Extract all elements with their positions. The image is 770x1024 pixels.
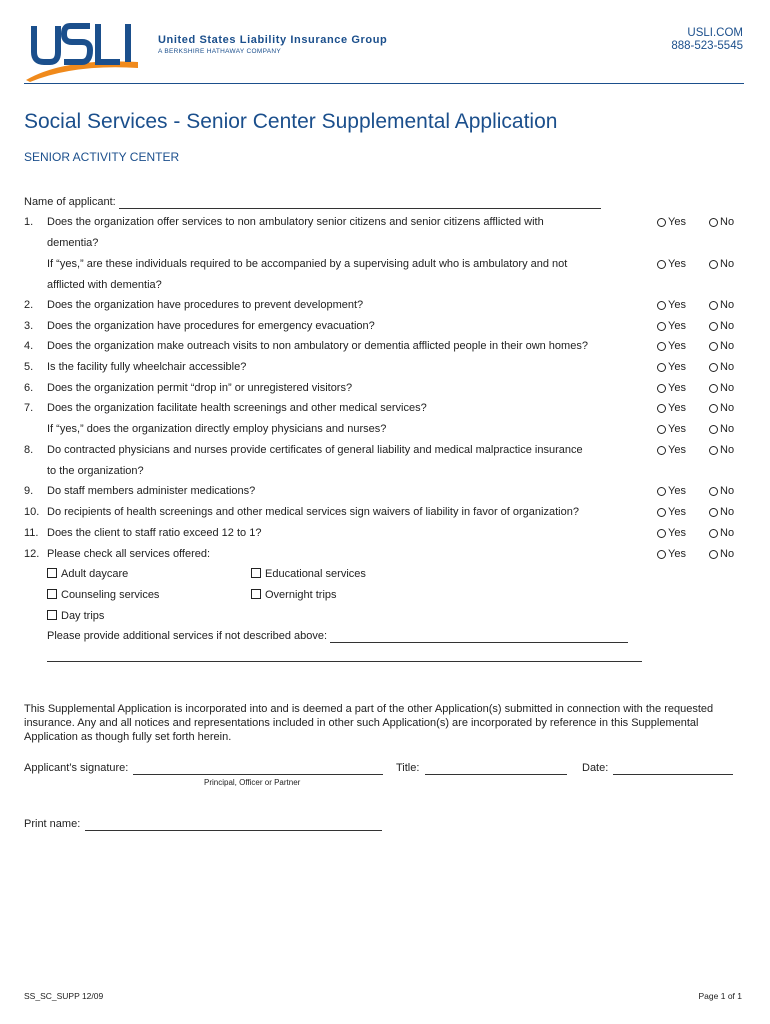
no-label: No: [720, 299, 735, 311]
no-label: No: [720, 506, 735, 518]
yes-label: Yes: [668, 402, 686, 414]
question-text: Do contracted physicians and nurses provide certificates of general liability and medical malpractice insurance: [47, 444, 583, 456]
no-label: No: [720, 382, 735, 394]
page-number: Page 1 of 1: [698, 991, 742, 1001]
title-field[interactable]: [425, 764, 567, 775]
additional-services-field[interactable]: [330, 632, 628, 643]
radio-button[interactable]: [709, 404, 718, 413]
no-label: No: [720, 548, 735, 560]
question-row: [0, 485, 770, 498]
radio-button[interactable]: [709, 384, 718, 393]
page-title: Social Services - Senior Center Supplemental Application: [24, 110, 558, 133]
section-heading: SENIOR ACTIVITY CENTER: [24, 150, 180, 164]
yes-radio-option[interactable]: [657, 216, 686, 229]
radio-button[interactable]: [709, 487, 718, 496]
checkbox[interactable]: [47, 610, 57, 620]
question-number: 8.: [24, 444, 34, 456]
yes-label: Yes: [668, 216, 686, 228]
yes-radio-option[interactable]: [657, 506, 686, 519]
yes-label: Yes: [668, 340, 686, 352]
no-radio-option[interactable]: [709, 382, 734, 395]
question-row: [0, 382, 770, 395]
yes-radio-option[interactable]: [657, 423, 686, 436]
yes-radio-option[interactable]: [657, 527, 686, 540]
checkbox[interactable]: [251, 589, 261, 599]
question-number: 4.: [24, 340, 34, 352]
no-radio-option[interactable]: [709, 320, 734, 333]
yes-radio-option[interactable]: [657, 299, 686, 312]
question-number: 11.: [24, 527, 39, 539]
radio-button[interactable]: [709, 301, 718, 310]
title-label: Title:: [396, 762, 420, 774]
radio-button[interactable]: [657, 508, 666, 517]
no-radio-option[interactable]: [709, 423, 734, 436]
radio-button[interactable]: [657, 487, 666, 496]
service-overnight[interactable]: Overnight trips: [251, 589, 337, 602]
additional-services-row: [47, 630, 628, 643]
company-tagline: A BERKSHIRE HATHAWAY COMPANY: [158, 48, 282, 55]
website-link[interactable]: USLI.COM: [687, 27, 743, 39]
question-row: [0, 444, 770, 457]
no-radio-option[interactable]: [709, 444, 734, 457]
signature-label: Applicant’s signature:: [24, 762, 129, 774]
header-divider: [24, 83, 744, 84]
question-number: 9.: [24, 485, 34, 497]
service-counseling[interactable]: Counseling services: [47, 589, 159, 602]
question-number: 6.: [24, 382, 34, 394]
radio-button[interactable]: [657, 425, 666, 434]
radio-button[interactable]: [657, 342, 666, 351]
yes-radio-option[interactable]: [657, 402, 686, 415]
question-row: [0, 423, 770, 436]
additional-services-label: Please provide additional services if not described above:: [47, 630, 328, 642]
print-name-row: [24, 818, 382, 831]
print-name-label: Print name:: [24, 818, 81, 830]
question-row: [0, 320, 770, 333]
radio-button[interactable]: [709, 218, 718, 227]
radio-button[interactable]: [657, 446, 666, 455]
signature-field[interactable]: [133, 764, 383, 775]
no-radio-option[interactable]: [709, 485, 734, 498]
form-code: SS_SC_SUPP 12/09: [24, 991, 104, 1001]
question-text: Is the facility fully wheelchair accessible?: [47, 361, 247, 373]
no-label: No: [720, 320, 735, 332]
no-label: No: [720, 527, 735, 539]
yes-radio-option[interactable]: [657, 485, 686, 498]
question-text-continued: to the organization?: [47, 465, 144, 477]
radio-button[interactable]: [657, 529, 666, 538]
question-text: Does the client to staff ratio exceed 12 to 1?: [47, 527, 262, 539]
no-radio-option[interactable]: [709, 216, 734, 229]
date-label: Date:: [582, 762, 609, 774]
date-field[interactable]: [613, 764, 733, 775]
no-radio-option[interactable]: [709, 340, 734, 353]
question-text: If “yes,” are these individuals required to be accompanied by a supervising adult who is ambulatory and not: [47, 258, 568, 270]
question-text: Does the organization offer services to non ambulatory senior citizens and senior citizens afflicted with: [47, 216, 544, 228]
no-label: No: [720, 216, 735, 228]
phone-number: 888-523-5545: [671, 40, 743, 52]
question-row: [0, 340, 770, 353]
no-label: No: [720, 340, 735, 352]
question-text-continued: dementia?: [47, 237, 99, 249]
question-row: [0, 548, 770, 561]
yes-radio-option[interactable]: [657, 361, 686, 374]
yes-radio-option[interactable]: [657, 382, 686, 395]
question-text: Does the organization have procedures to prevent development?: [47, 299, 364, 311]
no-radio-option[interactable]: [709, 527, 734, 540]
question-row: [0, 216, 770, 229]
yes-label: Yes: [668, 258, 686, 270]
disclaimer-text: This Supplemental Application is incorporated into and is deemed a part of the other Application(s) submitted in connection with the requested insurance. Any and all notices and representations included in other such Application(s) are incorporated by reference in this Supplemental Application as though fully set forth herein.: [24, 703, 714, 743]
question-number: 3.: [24, 320, 34, 332]
radio-button[interactable]: [709, 446, 718, 455]
radio-button[interactable]: [709, 529, 718, 538]
yes-radio-option[interactable]: [657, 444, 686, 457]
radio-button[interactable]: [709, 425, 718, 434]
radio-button[interactable]: [657, 550, 666, 559]
service-day-trips[interactable]: Day trips: [47, 610, 104, 623]
yes-label: Yes: [668, 423, 686, 435]
question-number: 1.: [24, 216, 34, 228]
question-number: 5.: [24, 361, 34, 373]
question-text: Do recipients of health screenings and other medical services sign waivers of liability in favor of organization?: [47, 506, 579, 518]
question-text-continued: afflicted with dementia?: [47, 279, 162, 291]
no-label: No: [720, 485, 735, 497]
question-row: [0, 527, 770, 540]
question-text: Does the organization permit “drop in” or unregistered visitors?: [47, 382, 353, 394]
yes-radio-option[interactable]: [657, 340, 686, 353]
radio-button[interactable]: [709, 322, 718, 331]
print-name-field[interactable]: [85, 820, 382, 831]
yes-label: Yes: [668, 548, 686, 560]
yes-label: Yes: [668, 320, 686, 332]
radio-button[interactable]: [657, 260, 666, 269]
question-text: If “yes,” does the organization directly employ physicians and nurses?: [47, 423, 387, 435]
question-number: 10.: [24, 506, 40, 518]
service-educational[interactable]: Educational services: [251, 568, 366, 581]
radio-button[interactable]: [657, 218, 666, 227]
yes-label: Yes: [668, 506, 686, 518]
no-radio-option[interactable]: [709, 548, 734, 561]
signature-sublabel: Principal, Officer or Partner: [204, 778, 301, 787]
no-label: No: [720, 423, 735, 435]
question-text: Does the organization have procedures for emergency evacuation?: [47, 320, 375, 332]
radio-button[interactable]: [709, 260, 718, 269]
question-row: [0, 402, 770, 415]
no-radio-option[interactable]: [709, 402, 734, 415]
contact-info: [671, 27, 743, 53]
yes-label: Yes: [668, 444, 686, 456]
radio-button[interactable]: [657, 301, 666, 310]
signature-row: [24, 762, 383, 775]
checkbox[interactable]: [47, 568, 57, 578]
question-number: 12.: [24, 548, 40, 560]
no-radio-option[interactable]: [709, 361, 734, 374]
no-label: No: [720, 444, 735, 456]
yes-label: Yes: [668, 485, 686, 497]
radio-button[interactable]: [657, 404, 666, 413]
question-row: [0, 506, 770, 519]
radio-button[interactable]: [709, 508, 718, 517]
yes-label: Yes: [668, 382, 686, 394]
usli-logo: [24, 18, 142, 84]
question-text: Do staff members administer medications?: [47, 485, 256, 497]
applicant-name-field[interactable]: [119, 198, 601, 209]
no-radio-option[interactable]: [709, 506, 734, 519]
checkbox[interactable]: [251, 568, 261, 578]
applicant-name-row: [24, 196, 601, 209]
radio-button[interactable]: [709, 550, 718, 559]
question-row: [0, 299, 770, 312]
date-row: [582, 762, 733, 775]
radio-button[interactable]: [657, 363, 666, 372]
yes-radio-option[interactable]: [657, 548, 686, 561]
radio-button[interactable]: [657, 322, 666, 331]
yes-radio-option[interactable]: [657, 320, 686, 333]
company-name: United States Liability Insurance Group: [158, 34, 388, 46]
question-text: Please check all services offered:: [47, 548, 211, 560]
yes-label: Yes: [668, 361, 686, 373]
radio-button[interactable]: [709, 363, 718, 372]
yes-label: Yes: [668, 527, 686, 539]
question-row: [0, 258, 770, 271]
no-label: No: [720, 258, 735, 270]
applicant-name-label: Name of applicant:: [24, 196, 116, 208]
title-row: [396, 762, 567, 775]
no-radio-option[interactable]: [709, 299, 734, 312]
radio-button[interactable]: [709, 342, 718, 351]
yes-radio-option[interactable]: [657, 258, 686, 271]
question-text: Does the organization facilitate health screenings and other medical services?: [47, 402, 427, 414]
no-label: No: [720, 361, 735, 373]
question-text: Does the organization make outreach visits to non ambulatory or dementia afflicted people in their own homes?: [47, 340, 588, 352]
service-adult-daycare[interactable]: Adult daycare: [47, 568, 128, 581]
checkbox[interactable]: [47, 589, 57, 599]
radio-button[interactable]: [657, 384, 666, 393]
question-number: 7.: [24, 402, 34, 414]
yes-label: Yes: [668, 299, 686, 311]
additional-services-field-2[interactable]: [47, 661, 642, 662]
question-number: 2.: [24, 299, 34, 311]
no-label: No: [720, 402, 735, 414]
question-row: [0, 361, 770, 374]
no-radio-option[interactable]: [709, 258, 734, 271]
